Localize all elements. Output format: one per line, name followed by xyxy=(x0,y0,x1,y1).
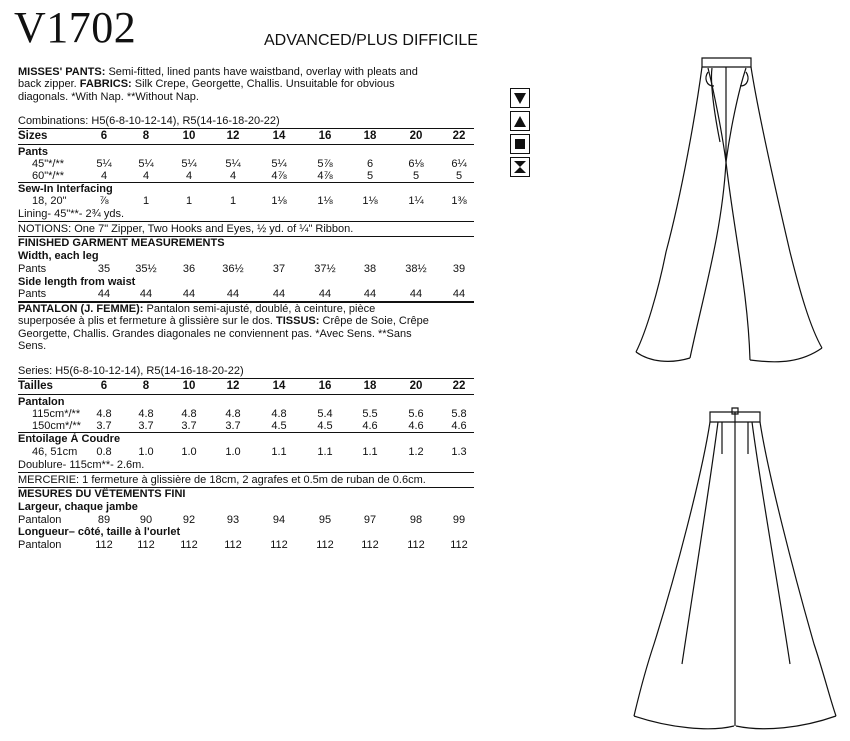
entoilage-cell: 1.0 xyxy=(138,446,154,458)
metrage-cell: 5.6 xyxy=(408,408,424,420)
yardage-cell: 5¼ xyxy=(271,158,287,170)
entoilage-heading-row xyxy=(18,433,474,445)
width-heading-row xyxy=(18,250,474,262)
yardage-cell: 4⅞ xyxy=(271,170,287,182)
square-icon xyxy=(510,134,530,154)
desc-line: PANTALON (J. FEMME): Pantalon semi-ajusté, doublé, à ceinture, pièce xyxy=(18,303,376,315)
interfacing-cell: 1⅛ xyxy=(317,195,333,207)
yardage-cell: 4 xyxy=(185,170,193,182)
longueur-cell: 112 xyxy=(407,539,425,551)
yardage-cell: 6¼ xyxy=(451,158,467,170)
yardage-cell: 5¼ xyxy=(225,158,241,170)
largeur-cell: 94 xyxy=(272,514,286,526)
entoilage-width-label: 46, 51cm xyxy=(32,446,78,458)
divider xyxy=(18,128,474,129)
width-row-label: Pants xyxy=(18,263,47,275)
width-cell: 37 xyxy=(272,263,286,275)
length-heading-row xyxy=(18,276,474,288)
size-cell: 6 xyxy=(100,380,108,392)
yardage-row xyxy=(18,158,474,170)
length-cell: 44 xyxy=(452,288,466,300)
doublure-text: Doublure- 115cm**- 2.6m. xyxy=(18,459,145,471)
fabric-width-label: 115cm*/** xyxy=(32,408,81,420)
metrage-cell: 4.6 xyxy=(451,420,467,432)
size-cell: 16 xyxy=(318,380,332,392)
width-row xyxy=(18,263,474,275)
sizes-label: Sizes xyxy=(18,130,48,142)
interfacing-cell: 1⅛ xyxy=(271,195,287,207)
notions-text: NOTIONS: One 7" Zipper, Two Hooks and Eyes, ½ yd. of ¼" Ribbon. xyxy=(18,223,354,235)
size-cell: 20 xyxy=(409,130,423,142)
desc-line: Georgette, Challis. Grandes diagonales ne conviennent pas. *Avec Sens. **Sans xyxy=(18,327,412,340)
yardage-cell: 4 xyxy=(100,170,108,182)
interfacing-row xyxy=(18,195,474,207)
doublure-row xyxy=(18,459,474,471)
size-cell: 18 xyxy=(363,380,377,392)
entoilage-cell: 1.1 xyxy=(271,446,287,458)
longueur-cell: 112 xyxy=(450,539,468,551)
entoilage-cell: 1.3 xyxy=(451,446,467,458)
longueur-row-label: Pantalon xyxy=(18,539,62,551)
largeur-cell: 93 xyxy=(226,514,240,526)
longueur-heading-row xyxy=(18,526,474,538)
arrow-up-icon xyxy=(510,111,530,131)
width-label: Width, each leg xyxy=(18,250,99,262)
interfacing-cell: 1 xyxy=(185,195,193,207)
interfacing-label: Sew-In Interfacing xyxy=(18,183,113,195)
largeur-row xyxy=(18,514,474,526)
size-cell: 16 xyxy=(318,130,332,142)
desc-line: MISSES' PANTS: Semi-fitted, lined pants have waistband, overlay with pleats and xyxy=(18,66,418,78)
metrage-row xyxy=(18,408,474,420)
yardage-cell: 5 xyxy=(412,170,420,182)
fabric-width-label: 60"*/** xyxy=(32,170,65,182)
largeur-cell: 98 xyxy=(409,514,423,526)
metrage-cell: 4.8 xyxy=(271,408,287,420)
size-cell: 14 xyxy=(272,380,286,392)
width-cell: 38½ xyxy=(405,263,427,275)
size-cell: 10 xyxy=(182,380,196,392)
yardage-cell: 6 xyxy=(366,158,374,170)
metrage-cell: 5.8 xyxy=(451,408,467,420)
yardage-cell: 5¼ xyxy=(96,158,112,170)
desc-line: superposée à plis et fermeture à glissière sur le dos. TISSUS: Crêpe de Soie, Crêpe xyxy=(18,315,429,328)
yardage-cell: 4⅞ xyxy=(317,170,333,182)
lining-row xyxy=(18,208,474,220)
width-cell: 39 xyxy=(452,263,466,275)
interfacing-cell: ⅞ xyxy=(99,195,109,207)
longueur-cell: 112 xyxy=(137,539,155,551)
fabric-width-label: 45"*/** xyxy=(32,158,65,170)
entoilage-cell: 1.2 xyxy=(408,446,424,458)
divider xyxy=(18,378,474,379)
yardage-cell: 5¼ xyxy=(138,158,154,170)
largeur-cell: 97 xyxy=(363,514,377,526)
metrage-cell: 4.8 xyxy=(181,408,197,420)
largeur-cell: 99 xyxy=(452,514,466,526)
width-cell: 35½ xyxy=(135,263,157,275)
longueur-cell: 112 xyxy=(270,539,288,551)
finished-measurements-heading: FINISHED GARMENT MEASUREMENTS xyxy=(18,237,225,249)
metrage-cell: 3.7 xyxy=(225,420,241,432)
french-description xyxy=(18,303,473,353)
hourglass-icon xyxy=(510,157,530,177)
width-cell: 37½ xyxy=(314,263,336,275)
interfacing-cell: 1⅜ xyxy=(451,195,467,207)
size-cell: 10 xyxy=(182,130,196,142)
divider xyxy=(18,144,474,145)
largeur-cell: 95 xyxy=(318,514,332,526)
yardage-cell: 5⅞ xyxy=(317,158,333,170)
size-cell: 18 xyxy=(363,130,377,142)
width-cell: 35 xyxy=(97,263,111,275)
entoilage-cell: 1.0 xyxy=(225,446,241,458)
longueur-label: Longueur– côté, taille à l'ourlet xyxy=(18,526,181,538)
largeur-label: Largeur, chaque jambe xyxy=(18,501,138,513)
length-cell: 44 xyxy=(409,288,423,300)
longueur-cell: 112 xyxy=(180,539,198,551)
length-cell: 44 xyxy=(182,288,196,300)
entoilage-cell: 1.0 xyxy=(181,446,197,458)
largeur-heading-row xyxy=(18,501,474,513)
metrage-cell: 4.8 xyxy=(138,408,154,420)
interfacing-heading-row xyxy=(18,183,474,195)
series: Series: H5(6-8-10-12-14), R5(14-16-18-20-22) xyxy=(18,365,244,377)
desc-line: diagonals. *With Nap. **Without Nap. xyxy=(18,90,199,103)
metrage-row xyxy=(18,420,474,432)
length-cell: 44 xyxy=(139,288,153,300)
entoilage-cell: 1.1 xyxy=(362,446,378,458)
yardage-cell: 6⅛ xyxy=(408,158,424,170)
entoilage-cell: 1.1 xyxy=(317,446,333,458)
largeur-cell: 89 xyxy=(97,514,111,526)
longueur-cell: 112 xyxy=(316,539,334,551)
metrage-cell: 3.7 xyxy=(181,420,197,432)
sizes-row xyxy=(18,130,474,142)
pantalon-heading-row xyxy=(18,396,474,408)
divider xyxy=(18,221,474,222)
size-cell: 14 xyxy=(272,130,286,142)
mercerie-text: MERCERIE: 1 fermeture à glissière de 18cm, 2 agrafes et 0.5m de ruban de 0.6cm. xyxy=(18,474,426,486)
interfacing-cell: 1⅛ xyxy=(362,195,378,207)
divider xyxy=(18,394,474,395)
size-cell: 6 xyxy=(100,130,108,142)
size-cell: 22 xyxy=(452,130,466,142)
length-cell: 44 xyxy=(226,288,240,300)
combinations: Combinations: H5(6-8-10-12-14), R5(14-16-18-20-22) xyxy=(18,115,280,127)
metrage-cell: 4.5 xyxy=(317,420,333,432)
longueur-cell: 112 xyxy=(95,539,113,551)
tailles-label: Tailles xyxy=(18,380,53,392)
entoilage-row xyxy=(18,446,474,458)
yardage-cell: 4 xyxy=(142,170,150,182)
length-cell: 44 xyxy=(363,288,377,300)
entoilage-label: Entoilage À Coudre xyxy=(18,433,121,445)
pants-label: Pants xyxy=(18,146,48,158)
metrage-cell: 4.8 xyxy=(225,408,241,420)
front-view-sketch xyxy=(630,52,830,372)
metrage-cell: 4.6 xyxy=(362,420,378,432)
yardage-cell: 5 xyxy=(455,170,463,182)
back-view-sketch xyxy=(630,404,840,734)
largeur-cell: 90 xyxy=(139,514,153,526)
divider xyxy=(18,472,474,473)
difficulty-level: ADVANCED/PLUS DIFFICILE xyxy=(264,32,478,49)
longueur-cell: 112 xyxy=(224,539,242,551)
yardage-cell: 5¼ xyxy=(181,158,197,170)
largeur-row-label: Pantalon xyxy=(18,514,62,526)
length-cell: 44 xyxy=(318,288,332,300)
arrow-down-icon xyxy=(510,88,530,108)
size-cell: 8 xyxy=(142,380,150,392)
layout-symbols xyxy=(506,88,534,182)
pattern-number: V1702 xyxy=(14,3,137,52)
interfacing-cell: 1¼ xyxy=(408,195,424,207)
width-cell: 36½ xyxy=(222,263,244,275)
size-cell: 12 xyxy=(226,130,240,142)
english-description xyxy=(18,66,473,103)
size-cell: 20 xyxy=(409,380,423,392)
size-cell: 12 xyxy=(226,380,240,392)
pantalon-label: Pantalon xyxy=(18,396,65,408)
width-cell: 36 xyxy=(182,263,196,275)
lining-text: Lining- 45"**- 2¾ yds. xyxy=(18,208,125,220)
width-cell: 38 xyxy=(363,263,377,275)
length-row-label: Pants xyxy=(18,288,47,300)
interfacing-cell: 1 xyxy=(229,195,237,207)
metrage-cell: 4.6 xyxy=(408,420,424,432)
interfacing-width-label: 18, 20" xyxy=(32,195,67,207)
desc-line: Sens. xyxy=(18,340,47,353)
metrage-cell: 5.5 xyxy=(362,408,378,420)
metrage-cell: 3.7 xyxy=(96,420,112,432)
pants-heading-row xyxy=(18,146,474,158)
fabric-width-label: 150cm*/** xyxy=(32,420,81,432)
desc-line: back zipper. FABRICS: Silk Crepe, Georgette, Challis. Unsuitable for obvious xyxy=(18,78,395,91)
size-cell: 8 xyxy=(142,130,150,142)
tailles-row xyxy=(18,380,474,392)
longueur-cell: 112 xyxy=(361,539,379,551)
metrage-cell: 5.4 xyxy=(317,408,333,420)
metrage-cell: 4.5 xyxy=(271,420,287,432)
metrage-cell: 4.8 xyxy=(96,408,112,420)
length-cell: 44 xyxy=(97,288,111,300)
length-cell: 44 xyxy=(272,288,286,300)
interfacing-cell: 1 xyxy=(142,195,150,207)
length-label: Side length from waist xyxy=(18,276,136,288)
size-cell: 22 xyxy=(452,380,466,392)
longueur-row xyxy=(18,539,474,551)
metrage-cell: 3.7 xyxy=(138,420,154,432)
entoilage-cell: 0.8 xyxy=(96,446,112,458)
largeur-cell: 92 xyxy=(182,514,196,526)
yardage-row xyxy=(18,170,474,182)
yardage-cell: 4 xyxy=(229,170,237,182)
yardage-cell: 5 xyxy=(366,170,374,182)
length-row xyxy=(18,288,474,300)
mesures-heading: MESURES DU VÊTEMENTS FINI xyxy=(18,488,186,500)
